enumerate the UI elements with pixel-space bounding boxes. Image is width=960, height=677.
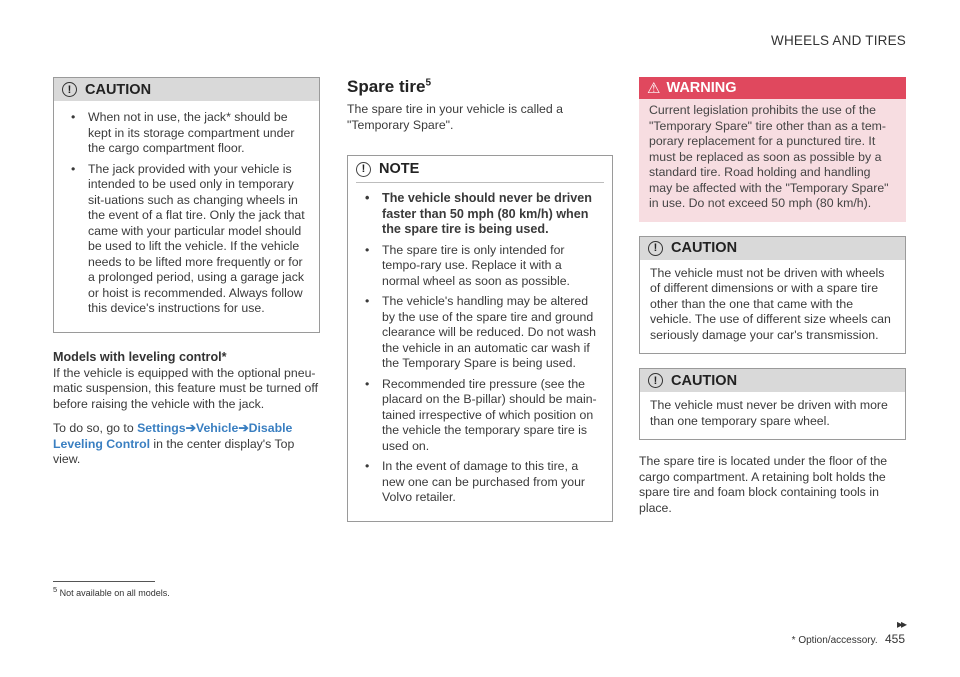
caution-header [640, 237, 905, 260]
footnote-ref: 5 [425, 77, 431, 89]
exclamation-circle-icon: ! [648, 241, 663, 256]
spare-tire-location-paragraph: The spare tire is located under the floor of the cargo compartment. A retaining bolt holds the spare tire and foam block containing tools in place. [639, 454, 888, 515]
caution-title: CAUTION [85, 81, 152, 98]
menu-path-vehicle: Vehicle [195, 421, 239, 435]
note-item: • In the event of damage to this tire, a new one can be purchased from your Volvo retailer. [358, 459, 602, 506]
column-right [639, 77, 906, 525]
footnote-divider [53, 581, 155, 582]
info-circle-icon: ! [356, 162, 371, 177]
exclamation-circle-icon: ! [648, 373, 663, 388]
section-title-spare-tire: Spare tire$^5$ [347, 77, 431, 96]
page-header-title: WHEELS AND TIRES [771, 33, 906, 48]
option-accessory-note: * Option/accessory. [791, 635, 878, 646]
menu-path-disable-leveling: Disable Leveling Control [53, 421, 293, 451]
menu-path-settings: Settings [137, 421, 186, 435]
note-item: • The vehicle's handling may be altered by the use of the spare tire and ground clearance will be reduced. Do not wash the vehicle in an automatic car wash if the Temporary Spare is being used. [358, 294, 602, 372]
exclamation-circle-icon: ! [62, 82, 77, 97]
caution-box [639, 236, 906, 355]
column-left [53, 77, 320, 477]
warning-header [639, 77, 906, 99]
arrow-right-icon: ➔ [238, 421, 249, 435]
note-title: NOTE [379, 161, 420, 177]
warning-triangle-icon: ⚠ [647, 80, 661, 97]
note-item: • Recommended tire pressure (see the placard on the B-pillar) should be main-tained irrespective of which position on the vehicle the temporary spare tire is used on. [358, 377, 602, 455]
page-number: 455 [884, 632, 905, 646]
arrow-right-icon: ➔ [185, 421, 196, 435]
caution-text: The vehicle must never be driven with more than one temporary spare wheel. [650, 398, 888, 428]
next-page-arrows-icon: ▸▸ [896, 617, 905, 631]
note-item: • The vehicle should never be driven faster than 50 mph (80 km/h) when the spare tire is being used. [358, 191, 602, 238]
caution-item: • The jack provided with your vehicle is intended to be used only in temporary sit-uations such as changing wheels in the event of a flat tire. Only the jack that came with your particular model should be used to lift the vehicle. If the vehicle needs to be lifted more frequently or for a prolonged period, using a garage jack or hoist is recommended. Always follow this device's instructions for use. [64, 162, 309, 317]
caution-item: • When not in use, the jack* should be kept in its storage compartment under the cargo compartment floor. [64, 110, 309, 157]
caution-box [639, 368, 906, 440]
note-item: • The spare tire is only intended for tempo-rary use. Replace it with a normal wheel as soon as possible. [358, 243, 602, 290]
page-footer [792, 632, 905, 646]
leveling-paragraph: If the vehicle is equipped with the optional pneu-matic suspension, this feature must be turned off before raising the vehicle with the jack. [53, 365, 318, 411]
caution-title: CAUTION [671, 372, 738, 389]
warning-title: WARNING [666, 80, 737, 96]
spare-tire-intro: The spare tire in your vehicle is called a "Temporary Spare". [347, 102, 563, 132]
warning-box [639, 77, 906, 222]
warning-text: Current legislation prohibits the use of the "Temporary Spare" tire other than as a tem-porary replacement for a punctured tire. It must be replaced as soon as possible by a standard tire. Road holding and handling may be affected with the "Temporary Spare" in use. Do not exceed 50 mph (80 km/h). [649, 103, 889, 210]
note-box [347, 155, 613, 522]
leveling-subtitle: Models with leveling control* [53, 349, 227, 364]
column-middle [347, 77, 613, 522]
caution-box [53, 77, 320, 333]
leveling-instructions: To do so, go to Settings➔Vehicle➔Disable Leveling Control in the center display's Top view. [53, 421, 295, 466]
caution-text: The vehicle must not be driven with wheels of different dimensions or with a spare tire other than the one that came with the vehicle. The use of different size wheels can seriously damage your car's transmission. [650, 265, 891, 342]
caution-title: CAUTION [671, 240, 738, 256]
note-header [348, 156, 612, 182]
caution-header [54, 78, 319, 101]
caution-header [640, 369, 905, 392]
footnote: $^5$ Not available on all models. [53, 585, 170, 598]
